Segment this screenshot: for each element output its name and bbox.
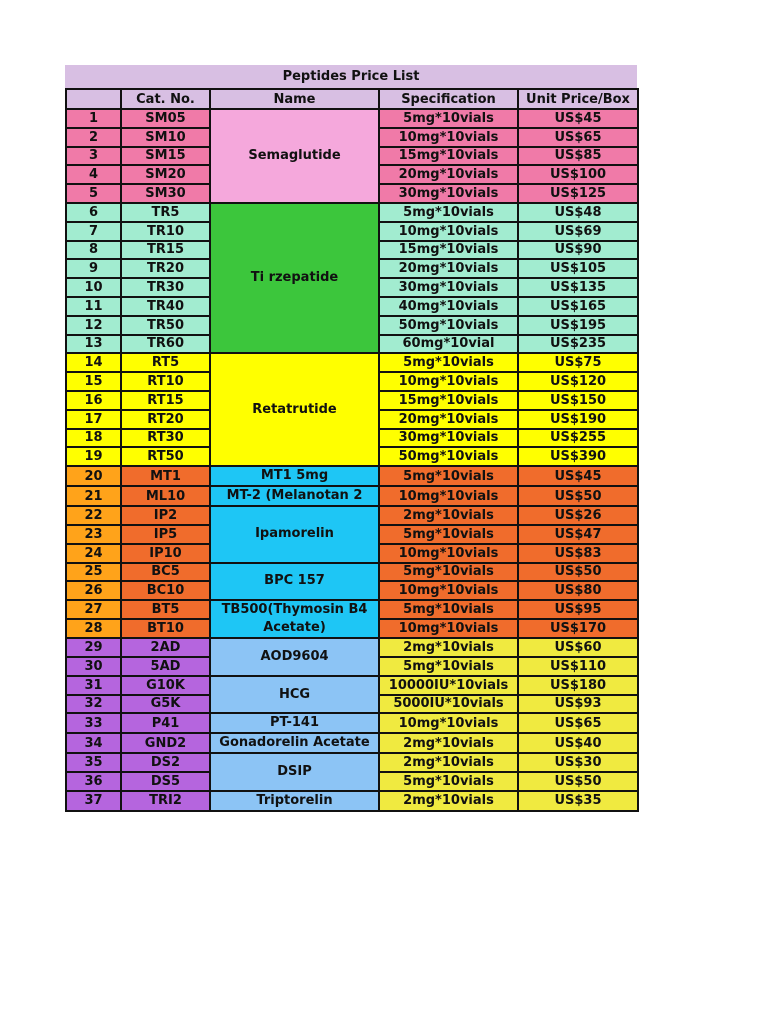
row-unit-price: US$180 [518,676,638,695]
row-unit-price: US$135 [518,278,638,297]
product-name: Ti rzepatide [210,203,379,353]
table-row [66,109,638,128]
row-specification: 20mg*10vials [379,259,518,278]
row-cat-no: RT15 [121,391,210,410]
row-cat-no: BT10 [121,619,210,638]
row-index: 35 [66,753,121,772]
row-unit-price: US$150 [518,391,638,410]
row-specification: 60mg*10vial [379,335,518,354]
row-index: 25 [66,563,121,582]
row-unit-price: US$45 [518,466,638,486]
header-row [66,89,638,109]
row-cat-no: TR30 [121,278,210,297]
row-specification: 10mg*10vials [379,372,518,391]
row-specification: 5mg*10vials [379,353,518,372]
row-specification: 5mg*10vials [379,563,518,582]
row-index: 20 [66,466,121,486]
row-unit-price: US$47 [518,525,638,544]
row-index: 23 [66,525,121,544]
row-specification: 40mg*10vials [379,297,518,316]
row-unit-price: US$105 [518,259,638,278]
row-index: 5 [66,184,121,203]
row-cat-no: TR50 [121,316,210,335]
row-specification: 20mg*10vials [379,165,518,184]
row-unit-price: US$120 [518,372,638,391]
product-name: DSIP [210,753,379,791]
row-unit-price: US$100 [518,165,638,184]
row-specification: 5mg*10vials [379,525,518,544]
header-name: Name [210,89,379,109]
row-specification: 2mg*10vials [379,753,518,772]
row-unit-price: US$30 [518,753,638,772]
product-name: Ipamorelin [210,506,379,562]
row-index: 30 [66,657,121,676]
row-specification: 30mg*10vials [379,184,518,203]
table-row [66,733,638,753]
table-row [66,563,638,582]
table-row [66,506,638,525]
row-cat-no: DS5 [121,772,210,791]
row-cat-no: BC10 [121,581,210,600]
row-unit-price: US$93 [518,695,638,714]
product-name: Retatrutide [210,353,379,466]
table-row [66,791,638,811]
row-index: 36 [66,772,121,791]
row-unit-price: US$40 [518,733,638,753]
row-index: 17 [66,410,121,429]
row-specification: 5mg*10vials [379,109,518,128]
row-specification: 2mg*10vials [379,638,518,657]
row-index: 16 [66,391,121,410]
row-unit-price: US$83 [518,544,638,563]
row-specification: 2mg*10vials [379,791,518,811]
row-unit-price: US$170 [518,619,638,638]
row-unit-price: US$190 [518,410,638,429]
table-row [66,203,638,222]
row-cat-no: RT20 [121,410,210,429]
row-unit-price: US$26 [518,506,638,525]
table-row [66,753,638,772]
row-specification: 30mg*10vials [379,429,518,448]
row-cat-no: SM30 [121,184,210,203]
row-specification: 10mg*10vials [379,544,518,563]
row-specification: 50mg*10vials [379,447,518,466]
product-name: BPC 157 [210,563,379,601]
row-index: 12 [66,316,121,335]
row-unit-price: US$50 [518,772,638,791]
row-index: 29 [66,638,121,657]
row-cat-no: 5AD [121,657,210,676]
row-index: 33 [66,713,121,733]
table-row [66,713,638,733]
row-specification: 30mg*10vials [379,278,518,297]
row-specification: 10mg*10vials [379,619,518,638]
row-unit-price: US$235 [518,335,638,354]
row-cat-no: TR60 [121,335,210,354]
row-unit-price: US$110 [518,657,638,676]
table-row [66,353,638,372]
row-index: 14 [66,353,121,372]
row-specification: 10000IU*10vials [379,676,518,695]
row-cat-no: P41 [121,713,210,733]
product-name: HCG [210,676,379,714]
row-index: 6 [66,203,121,222]
row-index: 19 [66,447,121,466]
row-cat-no: 2AD [121,638,210,657]
table-row [66,600,638,619]
row-index: 28 [66,619,121,638]
row-cat-no: RT50 [121,447,210,466]
row-index: 34 [66,733,121,753]
row-unit-price: US$195 [518,316,638,335]
row-cat-no: GND2 [121,733,210,753]
row-unit-price: US$390 [518,447,638,466]
row-cat-no: IP2 [121,506,210,525]
table-row [66,466,638,486]
price-table [65,88,639,812]
product-name: PT-141 [210,713,379,733]
row-unit-price: US$60 [518,638,638,657]
row-specification: 10mg*10vials [379,128,518,147]
row-specification: 15mg*10vials [379,241,518,260]
row-specification: 20mg*10vials [379,410,518,429]
row-unit-price: US$80 [518,581,638,600]
product-name: Semaglutide [210,109,379,203]
product-name: Triptorelin [210,791,379,811]
row-unit-price: US$69 [518,222,638,241]
row-unit-price: US$95 [518,600,638,619]
row-index: 1 [66,109,121,128]
row-unit-price: US$50 [518,563,638,582]
row-cat-no: DS2 [121,753,210,772]
product-name: MT-2 (Melanotan 2 [210,486,379,506]
row-cat-no: SM05 [121,109,210,128]
row-cat-no: TRI2 [121,791,210,811]
table-row [66,676,638,695]
row-cat-no: RT5 [121,353,210,372]
row-index: 31 [66,676,121,695]
row-cat-no: MT1 [121,466,210,486]
row-index: 22 [66,506,121,525]
row-index: 21 [66,486,121,506]
row-index: 26 [66,581,121,600]
row-specification: 10mg*10vials [379,222,518,241]
row-specification: 50mg*10vials [379,316,518,335]
row-specification: 10mg*10vials [379,713,518,733]
row-index: 3 [66,147,121,166]
row-index: 4 [66,165,121,184]
row-cat-no: IP5 [121,525,210,544]
row-cat-no: SM15 [121,147,210,166]
row-unit-price: US$165 [518,297,638,316]
row-unit-price: US$48 [518,203,638,222]
row-index: 27 [66,600,121,619]
row-index: 37 [66,791,121,811]
row-cat-no: G10K [121,676,210,695]
row-cat-no: BT5 [121,600,210,619]
row-unit-price: US$50 [518,486,638,506]
row-unit-price: US$65 [518,128,638,147]
row-index: 7 [66,222,121,241]
row-index: 8 [66,241,121,260]
header-index [66,89,121,109]
row-specification: 2mg*10vials [379,506,518,525]
row-specification: 15mg*10vials [379,147,518,166]
row-cat-no: SM20 [121,165,210,184]
product-name: Gonadorelin Acetate [210,733,379,753]
row-specification: 2mg*10vials [379,733,518,753]
row-index: 13 [66,335,121,354]
product-name: TB500(Thymosin B4 Acetate) [210,600,379,638]
row-unit-price: US$90 [518,241,638,260]
row-specification: 15mg*10vials [379,391,518,410]
row-index: 11 [66,297,121,316]
row-index: 2 [66,128,121,147]
row-unit-price: US$75 [518,353,638,372]
row-unit-price: US$65 [518,713,638,733]
row-index: 32 [66,695,121,714]
table-row [66,638,638,657]
row-unit-price: US$85 [518,147,638,166]
row-cat-no: TR5 [121,203,210,222]
row-cat-no: SM10 [121,128,210,147]
sheet-title: Peptides Price List [65,65,637,88]
row-cat-no: RT30 [121,429,210,448]
row-cat-no: G5K [121,695,210,714]
row-specification: 5mg*10vials [379,772,518,791]
row-specification: 5mg*10vials [379,600,518,619]
table-row [66,486,638,506]
row-cat-no: BC5 [121,563,210,582]
row-unit-price: US$45 [518,109,638,128]
row-specification: 10mg*10vials [379,486,518,506]
row-cat-no: TR10 [121,222,210,241]
row-specification: 5000IU*10vials [379,695,518,714]
row-index: 9 [66,259,121,278]
row-specification: 10mg*10vials [379,581,518,600]
header-cat-no: Cat. No. [121,89,210,109]
row-unit-price: US$35 [518,791,638,811]
row-specification: 5mg*10vials [379,203,518,222]
row-index: 18 [66,429,121,448]
header-specification: Specification [379,89,518,109]
row-specification: 5mg*10vials [379,657,518,676]
product-name: AOD9604 [210,638,379,676]
row-index: 10 [66,278,121,297]
row-cat-no: RT10 [121,372,210,391]
row-specification: 5mg*10vials [379,466,518,486]
row-unit-price: US$255 [518,429,638,448]
row-cat-no: TR40 [121,297,210,316]
product-name: MT1 5mg [210,466,379,486]
header-unit-price: Unit Price/Box [518,89,638,109]
row-cat-no: ML10 [121,486,210,506]
row-cat-no: TR20 [121,259,210,278]
row-unit-price: US$125 [518,184,638,203]
row-index: 24 [66,544,121,563]
row-index: 15 [66,372,121,391]
row-cat-no: IP10 [121,544,210,563]
row-cat-no: TR15 [121,241,210,260]
